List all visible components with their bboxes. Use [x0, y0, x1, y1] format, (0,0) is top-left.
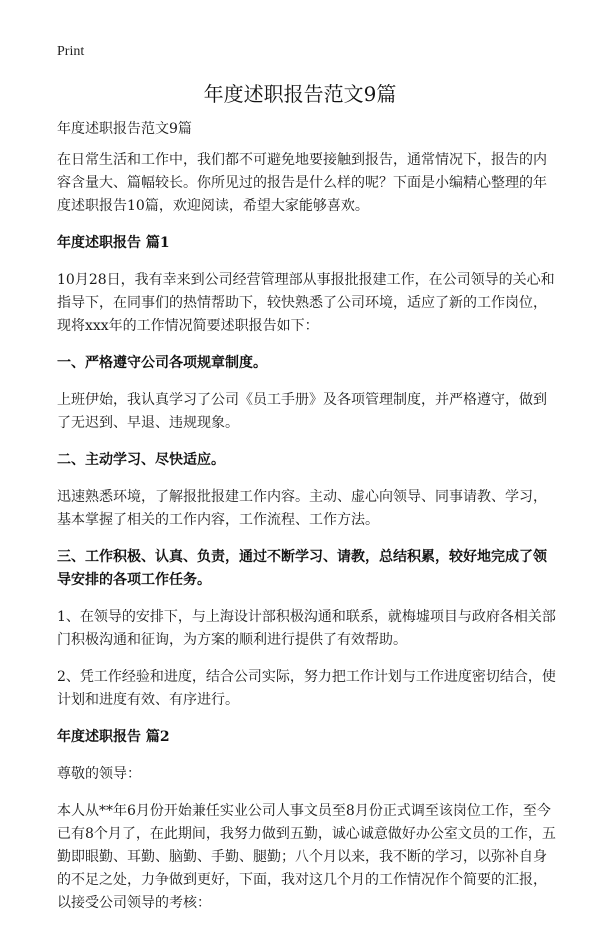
print-link[interactable]: Print	[57, 44, 85, 59]
section-1-paragraph-5: 2、凭工作经验和进度，结合公司实际，努力把工作计划与工作进度密切结合，使计划和进度有效、有序进行。	[57, 669, 556, 708]
section-2-paragraph-1: 本人从**年6月份开始兼任实业公司人事文员至8月份正式调至该岗位工作，至今已有8个月了，在此期间，我努力做到五勤，诚心诚意做好办公室文员的工作，五勤即眼勤、耳勤、脑勤、手勤、腿勤；八个月以来，我不断的学习，以弥补自身的不足之处，力争做到更好，下面，我对这几个月的工作情况作个简要的汇报，以接受公司领导的考核：	[57, 803, 556, 911]
section-1-heading: 年度述职报告 篇1	[57, 235, 170, 251]
intro-paragraph: 在日常生活和工作中，我们都不可避免地要接触到报告，通常情况下，报告的内容含量大、篇幅较长。你所见过的报告是什么样的呢？下面是小编精心整理的年度述职报告10篇，欢迎阅读，希望大家能够喜欢。	[57, 152, 547, 214]
section-2-greeting: 尊敬的领导：	[57, 766, 141, 782]
section-1-paragraph-3: 迅速熟悉环境，了解报批报建工作内容。主动、虚心向领导、同事请教、学习，基本掌握了相关的工作内容，工作流程、工作方法。	[57, 489, 547, 528]
section-1-paragraph-2: 上班伊始，我认真学习了公司《员工手册》及各项管理制度，并严格遵守，做到了无迟到、早退、违规现象。	[57, 392, 547, 431]
document-body	[57, 118, 557, 929]
section-1-paragraph-1: 10月28日，我有幸来到公司经营管理部从事报批报建工作，在公司领导的关心和指导下，在同事们的热情帮助下，较快熟悉了公司环境，适应了新的工作岗位，现将xxx年的工作情况简要述职报告如下：	[57, 272, 555, 334]
section-1-subheading-2: 二、主动学习、尽快适应。	[57, 452, 225, 468]
section-1-subheading-3: 三、工作积极、认真、负责，通过不断学习、请教，总结积累，较好地完成了领导安排的各项工作任务。	[57, 549, 547, 588]
document-subtitle: 年度述职报告范文9篇	[57, 121, 192, 137]
section-1-paragraph-4: 1、在领导的安排下，与上海设计部积极沟通和联系，就梅墟项目与政府各相关部门积极沟通和征询，为方案的顺利进行提供了有效帮助。	[57, 609, 556, 648]
page-title: 年度述职报告范文9篇	[203, 82, 397, 106]
section-1-subheading-1: 一、严格遵守公司各项规章制度。	[57, 355, 267, 371]
section-2-heading: 年度述职报告 篇2	[57, 729, 170, 745]
